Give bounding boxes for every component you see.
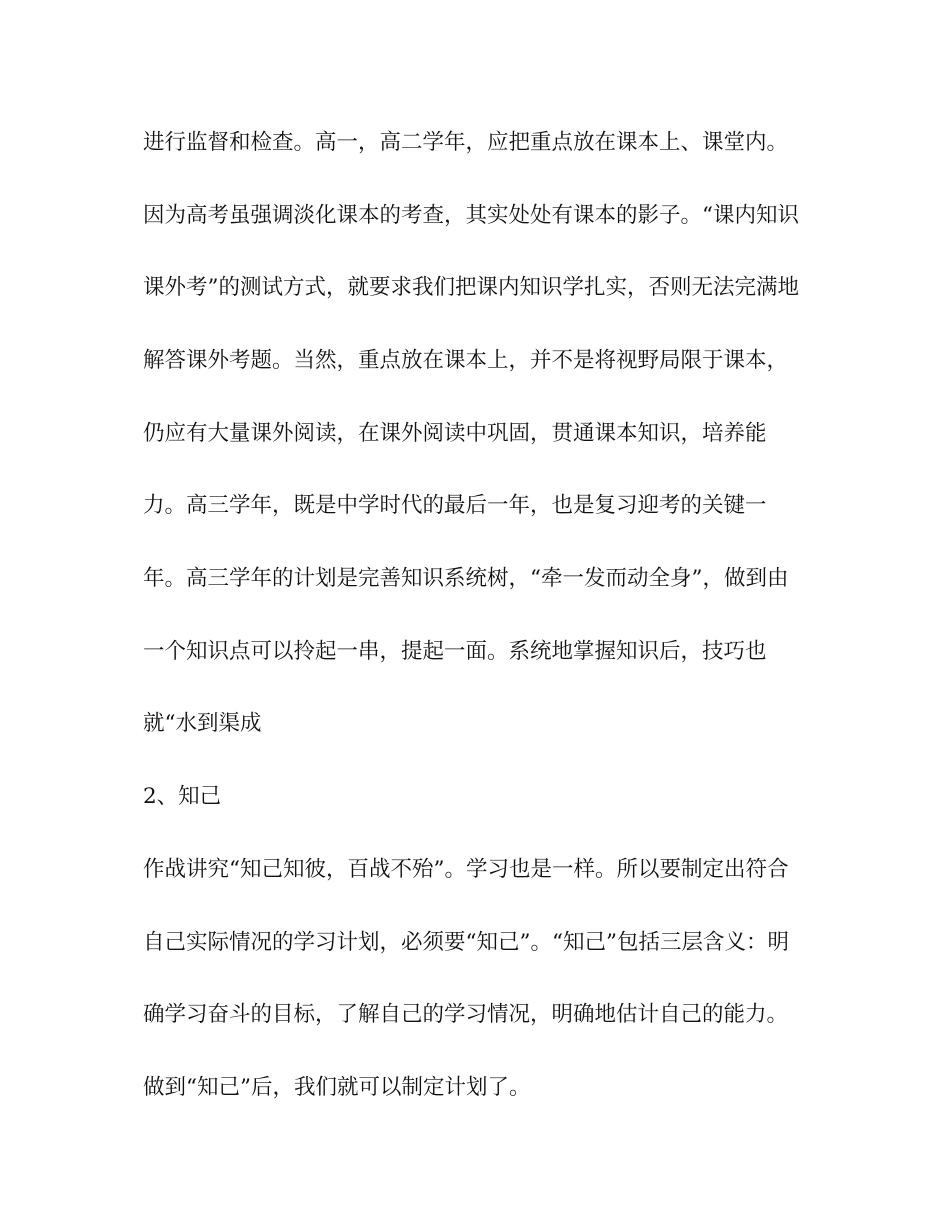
paragraph-line: 就“水到渠成 [143,711,262,736]
paragraph-line: 做到“知己”后，我们就可以制定计划了。 [143,1075,531,1100]
paragraph-line: 解答课外考题。当然，重点放在课本上，并不是将视野局限于课本， [143,348,789,373]
paragraph-line: 进行监督和检查。高一，高二学年，应把重点放在课本上、课堂内。 [143,130,789,155]
paragraph-line: 作战讲究“知己知彼，百战不殆”。学习也是一样。所以要制定出符合 [143,857,789,882]
paragraph-line: 因为高考虽强调淡化课本的考查，其实处处有课本的影子。“课内知识 [143,203,799,228]
section-heading: 2、知己 [143,784,222,809]
paragraph-line: 年。高三学年的计划是完善知识系统树，“牵一发而动全身”，做到由 [143,566,789,591]
paragraph-line: 自己实际情况的学习计划，必须要“知己”。“知己”包括三层含义：明 [143,930,789,955]
paragraph-line: 力。高三学年，既是中学时代的最后一年，也是复习迎考的关键一 [143,493,767,518]
paragraph-line: 仍应有大量课外阅读，在课外阅读中巩固，贯通课本知识，培养能 [143,421,767,446]
paragraph-line: 一个知识点可以拎起一串，提起一面。系统地掌握知识后，技巧也 [143,639,767,664]
paragraph-line: 确学习奋斗的目标，了解自己的学习情况，明确地估计自己的能力。 [143,1002,789,1027]
paragraph-line: 课外考”的测试方式，就要求我们把课内知识学扎实，否则无法完满地 [143,275,799,300]
